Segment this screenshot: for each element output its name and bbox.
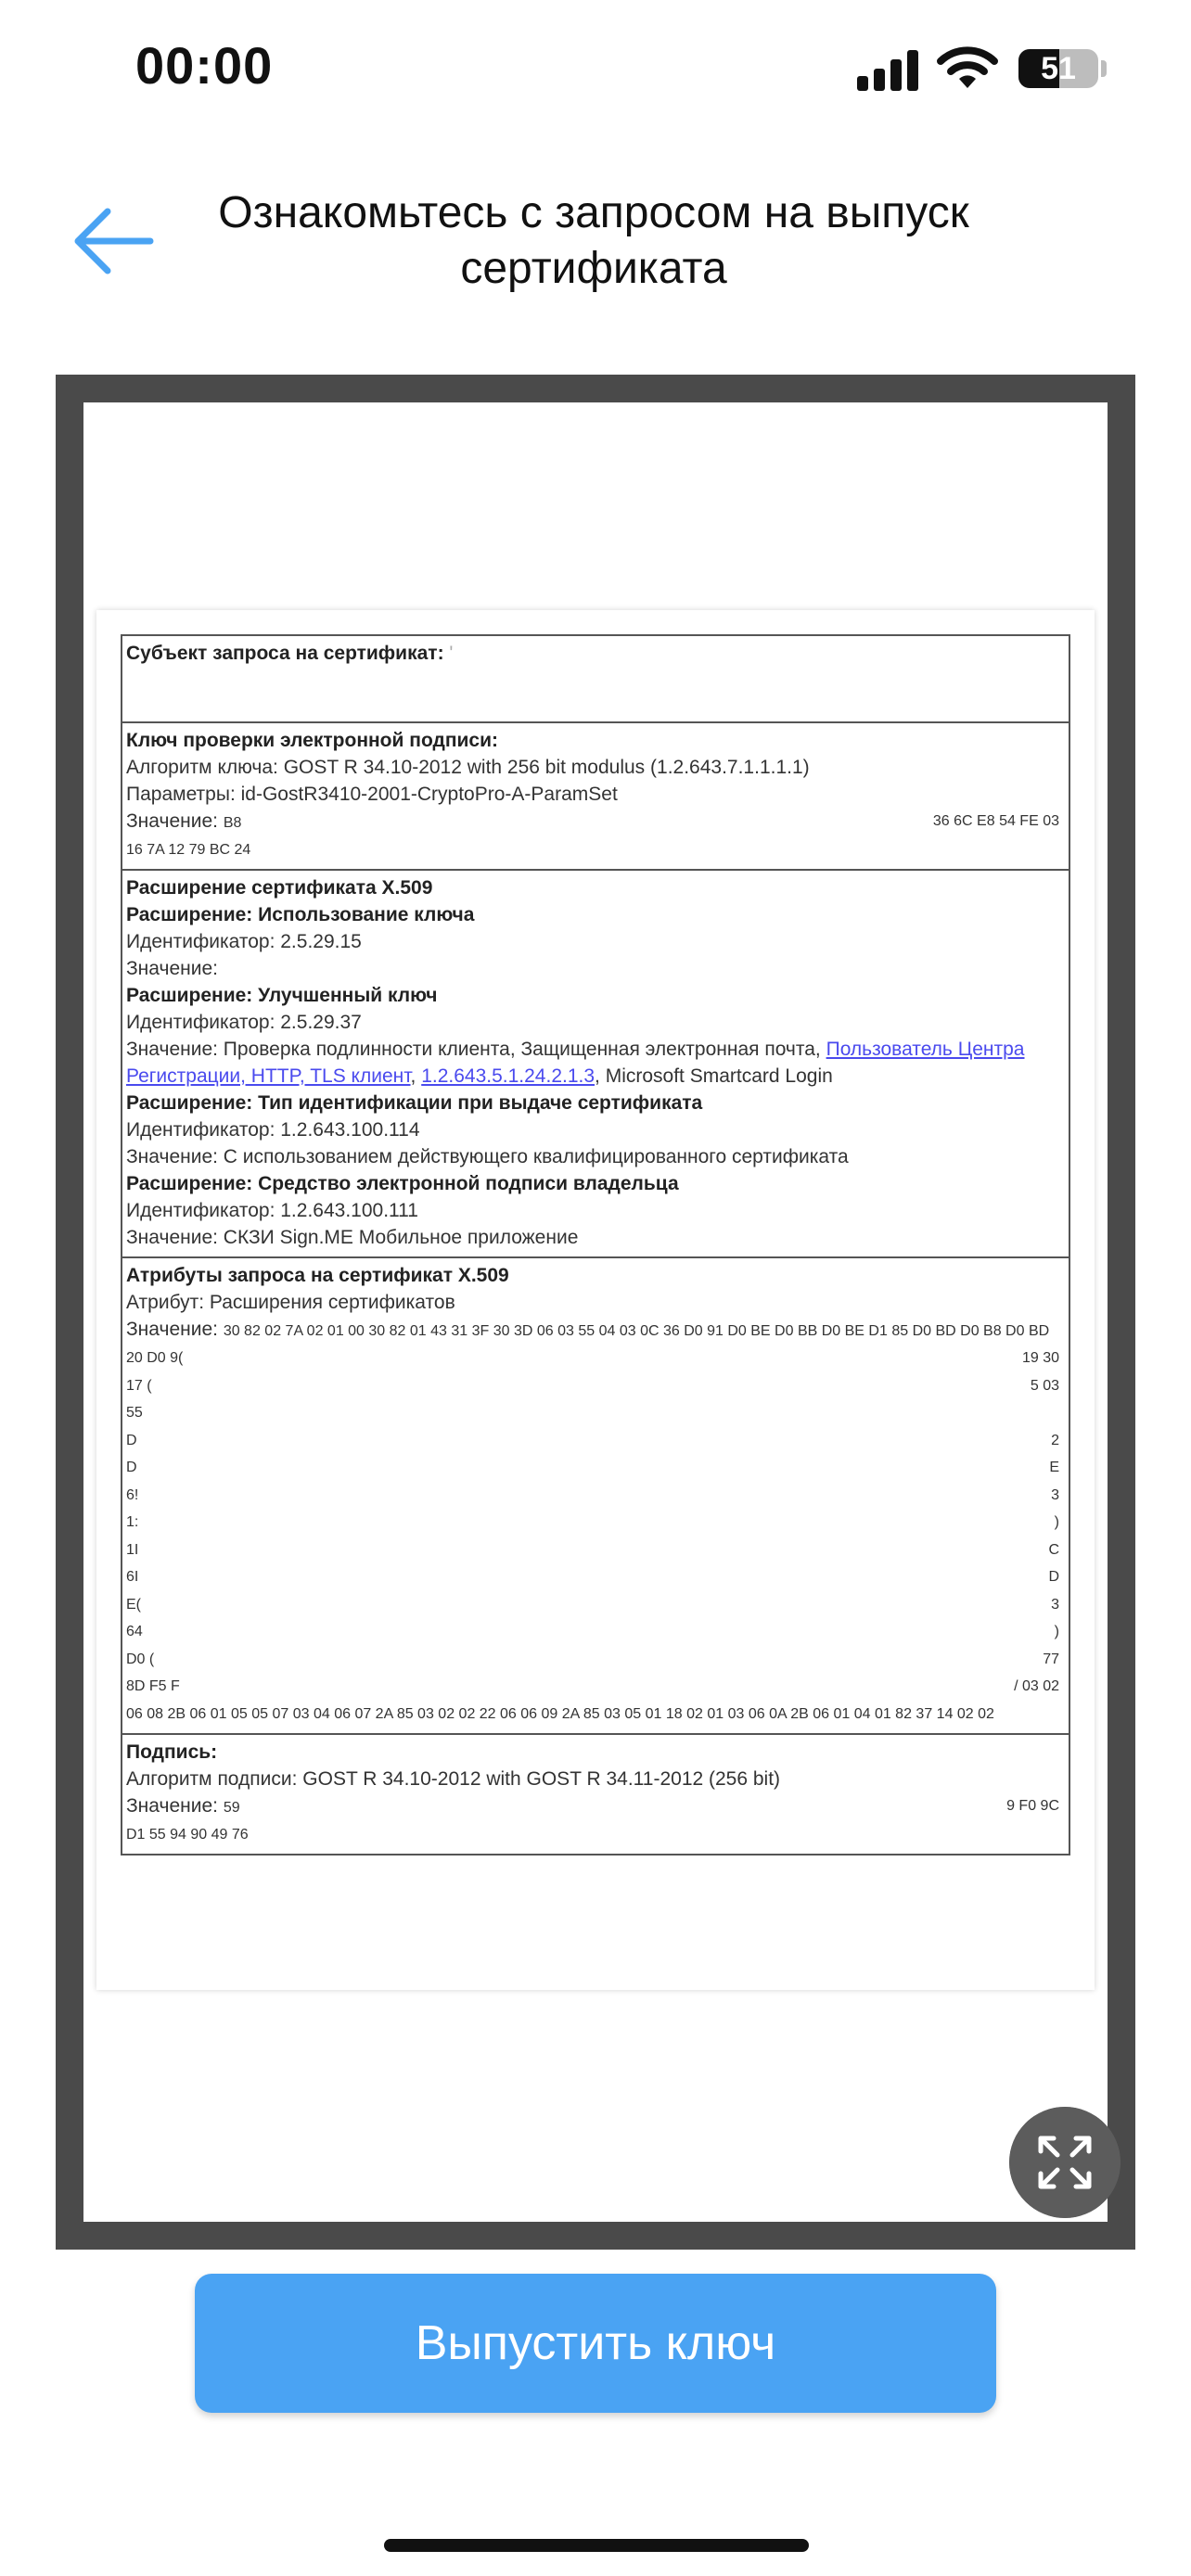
key-value-end: 36 6C E8 54 FE 03	[932, 813, 1059, 829]
hex-row-right: 3	[1051, 1486, 1059, 1503]
home-indicator	[384, 2539, 809, 2552]
signature-tool-id: Идентификатор: 1.2.643.100.111	[126, 1200, 418, 1221]
eku-value	[126, 1036, 1065, 1090]
hex-row-left: 1:	[126, 1514, 139, 1530]
battery-percent: 51	[1041, 51, 1076, 86]
key-value-row	[126, 808, 1065, 836]
hex-row-left: 6!	[126, 1486, 139, 1503]
id-type-id: Идентификатор: 1.2.643.100.114	[126, 1119, 420, 1141]
eku-link-oid[interactable]: 1.2.643.5.1.24.2.1.3	[421, 1065, 596, 1087]
subject-heading: Субъект запроса на сертификат:	[126, 643, 444, 664]
issue-key-button[interactable]: Выпустить ключ	[195, 2274, 996, 2413]
hex-row-left: 6I	[126, 1569, 139, 1585]
hex-row-left: D	[126, 1432, 137, 1448]
key-usage-heading: Расширение: Использование ключа	[126, 904, 475, 925]
signature-tool-value: Значение: СКЗИ Sign.ME Мобильное приложение	[126, 1227, 579, 1248]
attributes-hex-row	[126, 1345, 1065, 1372]
hex-row-left: 1I	[126, 1541, 139, 1558]
eku-heading: Расширение: Улучшенный ключ	[126, 985, 438, 1006]
signature-section	[122, 1735, 1069, 1854]
attributes-hex-row	[126, 1618, 1065, 1646]
signature-value-row	[126, 1792, 1065, 1821]
eku-id: Идентификатор: 2.5.29.37	[126, 1012, 362, 1033]
key-value-start: B8	[223, 815, 242, 831]
hex-row-left: D	[126, 1460, 137, 1475]
attributes-hex-row	[126, 1509, 1065, 1537]
extensions-section	[122, 871, 1069, 1258]
expand-arrows-icon[interactable]	[1009, 2107, 1121, 2218]
hex-row-right: )	[1054, 1624, 1059, 1639]
subject-section	[122, 636, 1069, 723]
attributes-hex-row	[126, 1591, 1065, 1619]
attributes-hex-row	[126, 1427, 1065, 1455]
hex-row-left: 64	[126, 1624, 143, 1639]
signature-value-start: 59	[223, 1800, 240, 1816]
page-title-line1: Ознакомьтесь с запросом на выпуск	[218, 188, 969, 237]
attributes-section	[122, 1258, 1069, 1735]
wifi-icon	[937, 43, 998, 91]
id-type-heading: Расширение: Тип идентификации при выдаче сертификата	[126, 1092, 703, 1114]
attributes-value-first: 30 82 02 7A 02 01 00 30 82 01 43 31 3F 30 3D 06 03 55 04 03 0C 36 D0 91 D0 BE D0 BB D0 BE D1 85 D0 BD D0 B8 D0 BD	[223, 1323, 1050, 1339]
hex-row-right: )	[1054, 1514, 1059, 1530]
attributes-value-label: Значение:	[126, 1319, 218, 1340]
key-heading: Ключ проверки электронной подписи:	[126, 730, 498, 751]
certificate-request-table	[121, 634, 1070, 1855]
key-algorithm: Алгоритм ключа: GOST R 34.10-2012 with 256 bit modulus (1.2.643.7.1.1.1.1)	[126, 757, 810, 778]
attributes-hex-rows	[126, 1345, 1065, 1701]
eku-link-registration-center[interactable]: Пользователь Центра Регистрации, HTTP, TLS клиент	[126, 1039, 1025, 1087]
attributes-hex-row	[126, 1372, 1065, 1400]
signature-heading: Подпись:	[126, 1741, 218, 1763]
hex-row-left: 8D F5 F	[126, 1678, 180, 1694]
page-title	[167, 185, 1020, 297]
key-params: Параметры: id-GostR3410-2001-CryptoPro-A-ParamSet	[126, 784, 618, 805]
back-arrow-icon[interactable]	[72, 206, 154, 276]
subject-value-redacted: '	[449, 643, 454, 664]
cellular-signal-icon	[857, 48, 920, 91]
key-usage-id: Идентификатор: 2.5.29.15	[126, 931, 362, 952]
page-title-line2: сертификата	[460, 244, 727, 293]
signature-algorithm: Алгоритм подписи: GOST R 34.10-2012 with GOST R 34.11-2012 (256 bit)	[126, 1768, 781, 1790]
key-usage-value: Значение:	[126, 958, 218, 979]
eku-separator: ,	[410, 1065, 422, 1087]
attributes-hex-row	[126, 1399, 1065, 1427]
battery-icon	[1018, 49, 1098, 88]
hex-row-right: / 03 02	[1014, 1678, 1059, 1694]
hex-row-left: D0 (	[126, 1651, 155, 1667]
eku-value-suffix: , Microsoft Smartcard Login	[595, 1065, 833, 1087]
document-viewer[interactable]	[56, 375, 1135, 2250]
hex-row-left: E(	[126, 1596, 141, 1613]
signature-value-label: Значение:	[126, 1795, 218, 1817]
status-bar	[0, 0, 1191, 139]
attributes-hex-row	[126, 1563, 1065, 1591]
signature-tool-heading: Расширение: Средство электронной подписи владельца	[126, 1173, 679, 1194]
hex-row-right: 2	[1051, 1432, 1059, 1448]
key-value-line2: 16 7A 12 79 BC 24	[126, 842, 251, 858]
eku-value-prefix: Значение: Проверка подлинности клиента, Защищенная электронная почта,	[126, 1039, 826, 1060]
signature-value-line2: D1 55 94 90 49 76	[126, 1827, 249, 1843]
document-page	[96, 610, 1095, 1990]
attributes-hex-row	[126, 1454, 1065, 1482]
id-type-value: Значение: С использованием действующего квалифицированного сертификата	[126, 1146, 849, 1167]
hex-row-right: C	[1048, 1541, 1059, 1558]
hex-row-left: 17 (	[126, 1377, 152, 1394]
signature-value-end: 9 F0 9C	[1006, 1798, 1059, 1814]
attributes-value-last: 06 08 2B 06 01 05 05 07 03 04 06 07 2A 85 03 02 02 22 06 06 09 2A 85 03 05 01 18 02 01 03 06 0A 2B 06 01 04 01 82 37 14 02 02	[126, 1705, 994, 1722]
battery-tip	[1101, 60, 1107, 77]
attributes-value-row	[126, 1316, 1065, 1345]
hex-row-right: E	[1049, 1460, 1059, 1475]
attributes-hex-row	[126, 1646, 1065, 1674]
attributes-hex-row	[126, 1673, 1065, 1701]
attributes-attribute: Атрибут: Расширения сертификатов	[126, 1292, 455, 1313]
attributes-hex-row	[126, 1482, 1065, 1510]
hex-row-left: 20 D0 9(	[126, 1350, 184, 1366]
public-key-section	[122, 723, 1069, 871]
hex-row-right: 3	[1051, 1596, 1059, 1613]
key-value-label: Значение:	[126, 810, 218, 832]
hex-row-right: 19 30	[1021, 1350, 1059, 1366]
attributes-heading: Атрибуты запроса на сертификат X.509	[126, 1265, 509, 1286]
hex-row-right: 5 03	[1030, 1377, 1059, 1394]
document-page-area	[83, 402, 1108, 2222]
status-time: 00:00	[135, 36, 274, 95]
hex-row-right: 77	[1043, 1651, 1059, 1667]
hex-row-right: D	[1048, 1569, 1059, 1585]
attributes-hex-row	[126, 1537, 1065, 1564]
extensions-heading: Расширение сертификата X.509	[126, 877, 433, 899]
hex-row-left: 55	[126, 1405, 143, 1421]
